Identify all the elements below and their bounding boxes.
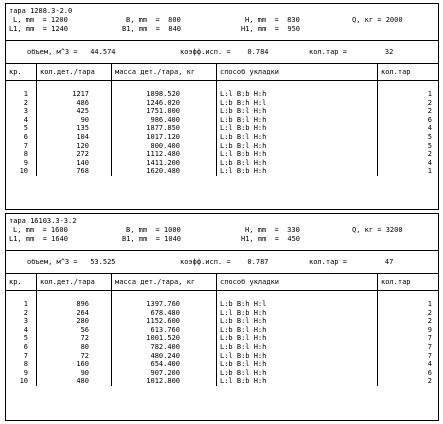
height-value: H, mm = 830 [245, 16, 300, 24]
cell-nr: 1 [23, 300, 28, 308]
cell-mass: 1411.200 [112, 159, 217, 168]
cell-nr: 10 [19, 167, 28, 176]
cell-nr: 9 [23, 368, 28, 377]
container-title: тара 16103.3-3.2 [9, 217, 77, 225]
container-block-2 [5, 213, 439, 421]
cell-nr: 9 [23, 158, 28, 167]
cell-method: L:b B:l H:h [217, 334, 378, 343]
cell-method: L:b B:l H:h [217, 369, 378, 378]
table-row [6, 133, 438, 142]
cell-qty: 768 [37, 167, 112, 176]
table-row [6, 124, 438, 133]
volume-value: объем, м^3 = 53.525 [27, 258, 116, 266]
cell-mass: 986.400 [112, 116, 217, 125]
cell-count: 1 [378, 81, 439, 99]
table-header-row [6, 274, 438, 291]
length-value: L, mm = 1200 [13, 16, 68, 24]
length-value: L, mm = 1600 [13, 226, 68, 234]
cell-count: 1 [378, 291, 439, 309]
cell-qty: 1217 [37, 81, 112, 99]
cell-nr: 10 [19, 377, 28, 386]
cell-nr: 3 [23, 107, 28, 116]
cell-qty: 264 [37, 309, 112, 318]
cell-nr: 7 [23, 141, 28, 150]
cell-method: L:l B:b H:h [217, 124, 378, 133]
cell-count: 6 [378, 116, 439, 125]
cell-mass: 654.400 [112, 360, 217, 369]
cell-qty: 280 [37, 317, 112, 326]
cell-mass: 678.480 [112, 309, 217, 318]
cell-nr: 8 [23, 360, 28, 369]
table-row [6, 159, 438, 168]
cell-qty: 104 [37, 133, 112, 142]
cell-qty: 480 [37, 377, 112, 386]
cell-qty: 90 [37, 369, 112, 378]
cell-qty: 80 [37, 343, 112, 352]
cell-count: 2 [378, 309, 439, 318]
cell-method: L:l B:b H:h [217, 167, 378, 176]
col-header-count: кол.тар [378, 64, 439, 81]
col-header-qty: кол.дет./тара [37, 274, 112, 291]
cell-nr: 2 [23, 98, 28, 107]
cell-mass: 782.400 [112, 343, 217, 352]
table-row [6, 334, 438, 343]
table-row [6, 360, 438, 369]
col-header-qty: кол.дет./тара [37, 64, 112, 81]
cell-count: 4 [378, 159, 439, 168]
outer-width-value: B1, mm = 1040 [122, 235, 182, 243]
capacity-value: Q, кг = 3200 [352, 226, 403, 234]
cell-mass: 1001.520 [112, 334, 217, 343]
cell-qty: 72 [37, 352, 112, 361]
table-row [6, 326, 438, 335]
cell-count: 6 [378, 369, 439, 378]
cell-nr: 1 [23, 90, 28, 98]
cell-method: L:b B:l H:h [217, 343, 378, 352]
col-header-method: способ укладки [217, 64, 378, 81]
table-row [6, 167, 438, 176]
cell-count: 5 [378, 142, 439, 151]
table-row [6, 309, 438, 318]
cell-method: L:l B:b H:h [217, 150, 378, 159]
table-row [6, 317, 438, 326]
cell-mass: 1620.480 [112, 167, 217, 176]
cell-mass: 480.240 [112, 352, 217, 361]
cell-mass: 907.200 [112, 369, 217, 378]
cell-mass: 1112.480 [112, 150, 217, 159]
cell-method: L:b B:l H:h [217, 360, 378, 369]
table-row [6, 99, 438, 108]
cell-nr: 8 [23, 150, 28, 159]
table-row [6, 352, 438, 361]
table-row [6, 142, 438, 151]
cell-mass: 1246.020 [112, 99, 217, 108]
container-title: тара 1288.3-2.0 [9, 7, 73, 15]
col-header-count: кол.тар [378, 274, 439, 291]
col-header-method: способ укладки [217, 274, 378, 291]
cell-nr: 4 [23, 325, 28, 334]
cell-method: L:b B:l H:h [217, 116, 378, 125]
table-row [6, 107, 438, 116]
cell-method: L:l B:b H:h [217, 309, 378, 318]
usage-coef-value: коэфф.исп. = 0.787 [180, 258, 269, 266]
cell-qty: 140 [37, 159, 112, 168]
container-header [6, 4, 438, 41]
table-row [6, 369, 438, 378]
table-row [6, 116, 438, 125]
container-stats [6, 251, 438, 274]
cell-count: 2 [378, 317, 439, 326]
cell-method: L:b B:l H:h [217, 159, 378, 168]
cell-method: L:l B:b H:h [217, 377, 378, 386]
cell-method: L:l B:b H:h [217, 352, 378, 361]
usage-coef-value: коэфф.исп. = 0.784 [180, 48, 269, 56]
cell-mass: 1017.120 [112, 133, 217, 142]
cell-qty: 272 [37, 150, 112, 159]
width-value: B, mm = 1000 [126, 226, 181, 234]
cell-mass: 800.400 [112, 142, 217, 151]
cell-qty: 160 [37, 360, 112, 369]
cell-mass: 1898.520 [112, 81, 217, 99]
cell-qty: 90 [37, 116, 112, 125]
cell-count: 5 [378, 133, 439, 142]
col-header-nr: кр. [6, 64, 37, 81]
cell-nr: 7 [23, 351, 28, 360]
col-header-nr: кр. [6, 274, 37, 291]
cell-qty: 425 [37, 107, 112, 116]
cell-method: L:l B:b H:h [217, 81, 378, 99]
cell-nr: 5 [23, 334, 28, 343]
table-row [6, 377, 438, 386]
cell-count: 2 [378, 377, 439, 386]
outer-length-value: L1, mm = 1240 [9, 25, 69, 33]
cell-mass: 1877.850 [112, 124, 217, 133]
cell-count: 2 [378, 99, 439, 108]
container-header [6, 214, 438, 251]
cell-count: 4 [378, 124, 439, 133]
outer-height-value: H1, mm = 950 [241, 25, 301, 33]
cell-nr: 6 [23, 342, 28, 351]
cell-count: 7 [378, 334, 439, 343]
cell-count: 1 [378, 167, 439, 176]
cell-count: 9 [378, 326, 439, 335]
container-count-value: кол.тар = 47 [309, 258, 394, 266]
packing-table [6, 274, 438, 386]
packing-table [6, 64, 438, 176]
cell-mass: 1152.600 [112, 317, 217, 326]
cell-nr: 2 [23, 308, 28, 317]
cell-qty: 120 [37, 142, 112, 151]
cell-method: L:b B:l H:h [217, 326, 378, 335]
capacity-value: Q, кг = 2000 [352, 16, 403, 24]
cell-count: 2 [378, 107, 439, 116]
col-header-mass: масса дет./тара, кг [112, 274, 217, 291]
outer-length-value: L1, mm = 1640 [9, 235, 69, 243]
cell-method: L:b B:l H:h [217, 133, 378, 142]
cell-count: 2 [378, 150, 439, 159]
cell-mass: 1751.000 [112, 107, 217, 116]
cell-qty: 72 [37, 334, 112, 343]
cell-nr: 4 [23, 115, 28, 124]
cell-qty: 56 [37, 326, 112, 335]
width-value: B, mm = 800 [126, 16, 181, 24]
col-header-mass: масса дет./тара, кг [112, 64, 217, 81]
table-row [6, 81, 438, 99]
cell-qty: 486 [37, 99, 112, 108]
cell-mass: 613.760 [112, 326, 217, 335]
table-row [6, 150, 438, 159]
cell-qty: 896 [37, 291, 112, 309]
cell-method: L:b B:h H:l [217, 291, 378, 309]
container-count-value: кол.тар = 32 [309, 48, 394, 56]
cell-mass: 1012.800 [112, 377, 217, 386]
table-row [6, 343, 438, 352]
cell-mass: 1397.760 [112, 291, 217, 309]
container-block-1 [5, 3, 439, 210]
cell-qty: 135 [37, 124, 112, 133]
cell-method: L:b B:l H:h [217, 107, 378, 116]
table-row [6, 291, 438, 309]
cell-count: 7 [378, 343, 439, 352]
cell-count: 4 [378, 360, 439, 369]
cell-method: L:b B:l H:h [217, 317, 378, 326]
cell-method: L:b B:h H:l [217, 99, 378, 108]
outer-width-value: B1, mm = 840 [122, 25, 182, 33]
height-value: H, mm = 330 [245, 226, 300, 234]
cell-nr: 3 [23, 317, 28, 326]
table-header-row [6, 64, 438, 81]
outer-height-value: H1, mm = 450 [241, 235, 301, 243]
volume-value: объем, м^3 = 44.574 [27, 48, 116, 56]
cell-nr: 6 [23, 132, 28, 141]
cell-count: 7 [378, 352, 439, 361]
container-stats [6, 41, 438, 64]
cell-method: L:b B:l H:h [217, 142, 378, 151]
cell-nr: 5 [23, 124, 28, 133]
